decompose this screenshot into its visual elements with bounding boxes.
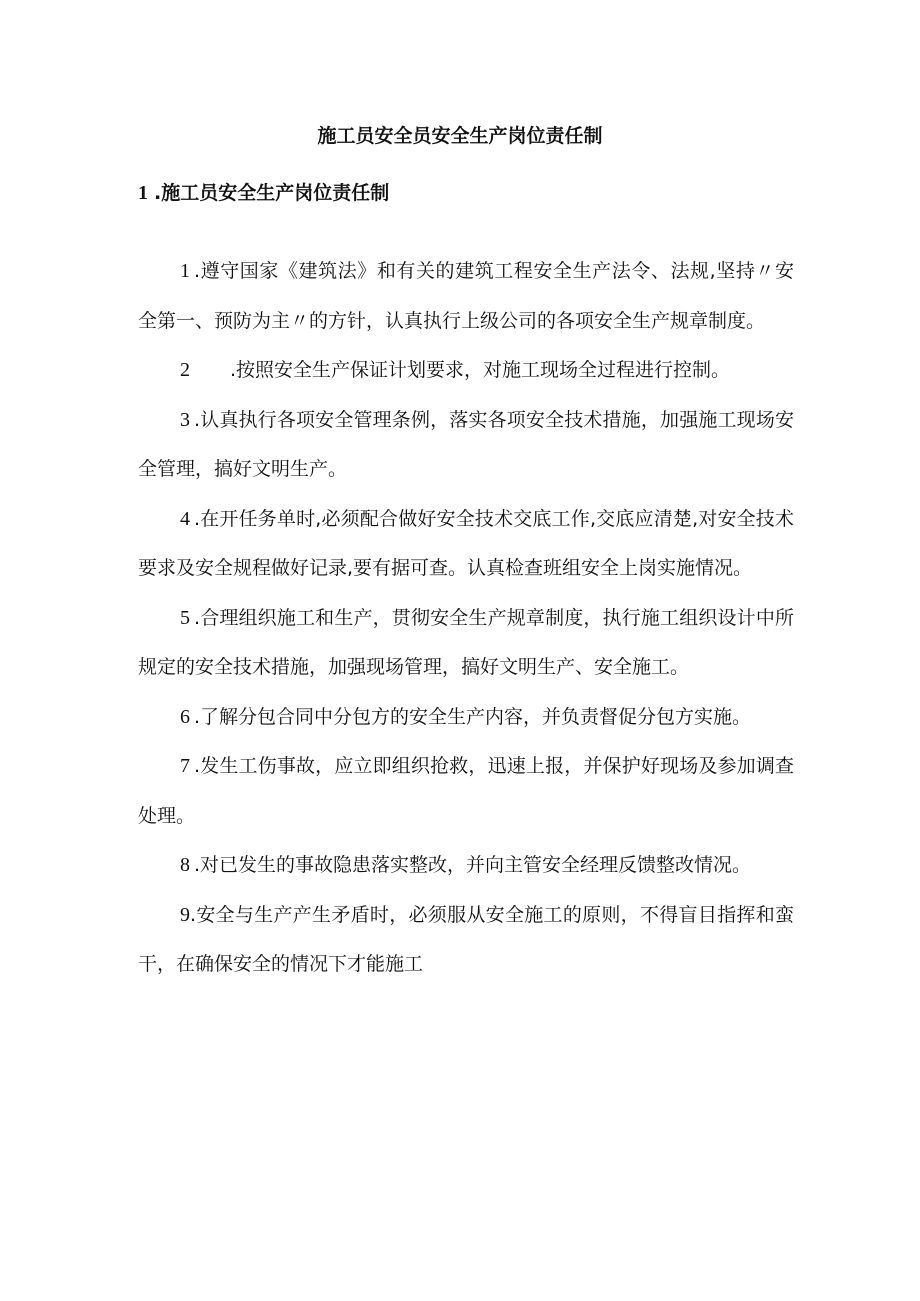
item-number: 2 (180, 359, 190, 381)
item-number: 8 (180, 854, 190, 876)
list-item-6 (138, 693, 794, 743)
item-number: 9 (180, 903, 190, 926)
item-number: 3 (180, 408, 190, 431)
list-item-3 (138, 396, 794, 495)
list-item-1 (138, 247, 794, 346)
item-text: .了解分包合同中分包方的安全生产内容，并负责督促分包方实施。 (194, 705, 752, 728)
item-text: .对已发生的事故隐患落实整改，并向主管安全经理反馈整改情况。 (194, 854, 752, 876)
item-number: 1 (180, 260, 190, 282)
item-text: .发生工伤事故，应立即组织抢救，迅速上报，并保护好现场及参加调查处理。 (138, 755, 794, 827)
item-text: .认真执行各项安全管理条例，落实各项安全技术措施，加强施工现场安全管理，搞好文明生产。 (138, 408, 794, 480)
responsibility-list (138, 247, 794, 990)
item-text: .按照安全生产保证计划要求，对施工现场全过程进行控制。 (230, 359, 731, 381)
list-item-4 (138, 495, 794, 594)
section-heading (138, 179, 389, 207)
item-number: 5 (180, 606, 190, 629)
list-item-7 (138, 742, 794, 841)
item-number: 7 (180, 755, 190, 777)
item-text: .在开任务单时,必须配合做好安全技术交底工作,交底应清楚,对安全技术要求及安全规程做好记录,要有据可查。认真检查班组安全上岗实施情况。 (138, 507, 794, 579)
item-text: .遵守国家《建筑法》和有关的建筑工程安全生产法令、法规,坚持〃安全第一、预防为主〃的方针，认真执行上级公司的各项安全生产规章制度。 (138, 260, 794, 332)
list-item-2 (138, 346, 794, 396)
list-item-9 (138, 891, 794, 990)
item-number: 4 (180, 507, 190, 530)
item-text: .合理组织施工和生产，贯彻安全生产规章制度，执行施工组织设计中所规定的安全技术措施，加强现场管理，搞好文明生产、安全施工。 (138, 606, 794, 678)
list-item-5 (138, 594, 794, 693)
item-text: .安全与生产产生矛盾时，必须服从安全施工的原则，不得盲目指挥和蛮干，在确保安全的情况下才能施工 (138, 903, 794, 975)
list-item-8 (138, 841, 794, 891)
item-number: 6 (180, 705, 190, 728)
section-heading-text: .施工员安全生产岗位责任制 (154, 182, 390, 204)
section-number: 1 (138, 182, 148, 204)
document-title: 施工员安全员安全生产岗位责任制 (317, 125, 603, 147)
